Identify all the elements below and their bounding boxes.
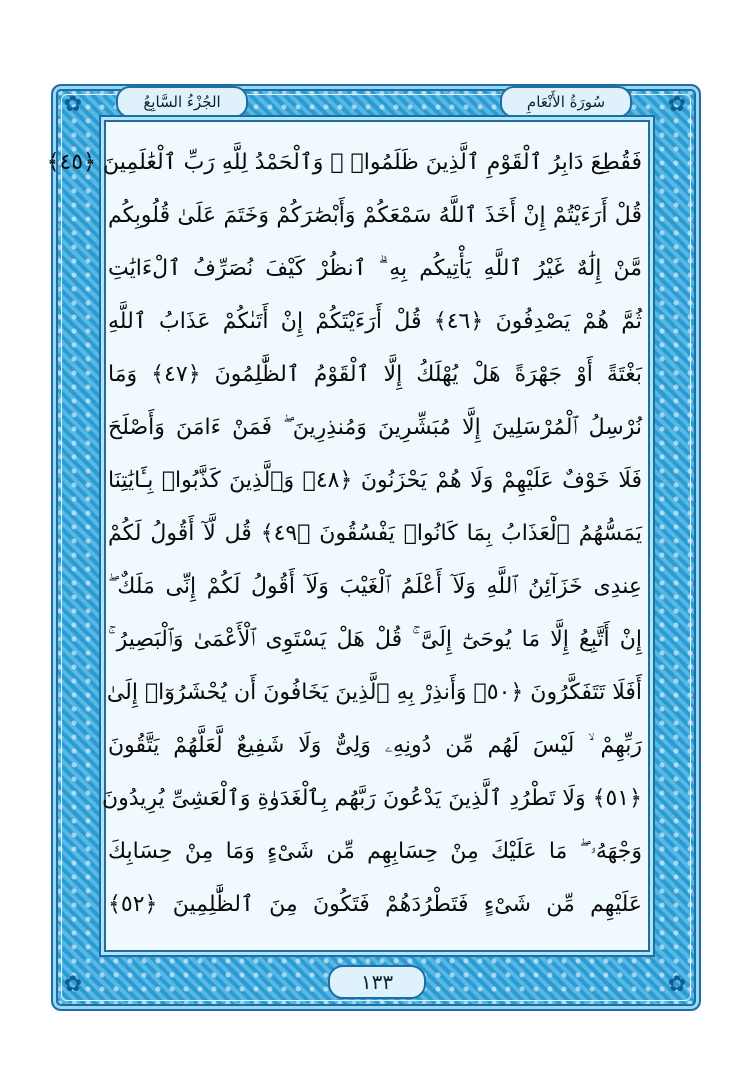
ornament-icon: ✿ bbox=[63, 972, 83, 997]
verse-line: أَفَلَا تَتَفَكَّرُونَ ﴿٥٠﴾ وَأَنذِرْ بِهِ ٱلَّذِينَ يَخَافُونَ أَن يُحْشَرُوٓا۟ إِلَىٰ bbox=[106, 680, 642, 705]
ornament-icon: ✿ bbox=[667, 972, 687, 997]
verse-line: إِنْ أَتَّبِعُ إِلَّا مَا يُوحَىٰٓ إِلَىَّ ۚ قُلْ هَلْ يَسْتَوِى ٱلْأَعْمَىٰ وَٱلْبَصِيرُ ۚ bbox=[108, 627, 642, 652]
verse-line: فَقُطِعَ دَابِرُ ٱلْقَوْمِ ٱلَّذِينَ ظَلَمُوا۟ ۚ وَٱلْحَمْدُ لِلَّهِ رَبِّ ٱلْعَٰلَمِينَ ﴿٤٥﴾ bbox=[46, 150, 642, 175]
ornament-icon: ✿ bbox=[63, 92, 83, 117]
verse-line: يَمَسُّهُمُ ٱلْعَذَابُ بِمَا كَانُوا۟ يَفْسُقُونَ ﴿٤٩﴾ قُل لَّآ أَقُولُ لَكُمْ bbox=[108, 521, 642, 546]
verse-line: عَلَيْهِم مِّن شَىْءٍ فَتَطْرُدَهُمْ فَتَكُونَ مِنَ ٱلظَّٰلِمِينَ ﴿٥٢﴾ bbox=[108, 892, 642, 917]
ornament-icon: ✿ bbox=[667, 92, 687, 117]
juz-label: الجُزْءُ السَّابِعُ bbox=[116, 86, 248, 118]
verse-line: نُرْسِلُ ٱلْمُرْسَلِينَ إِلَّا مُبَشِّرِينَ وَمُنذِرِينَ ۖ فَمَنْ ءَامَنَ وَأَصْلَحَ bbox=[108, 415, 642, 440]
verse-line: وَجْهَهُۥ ۖ مَا عَلَيْكَ مِنْ حِسَابِهِم مِّن شَىْءٍ وَمَا مِنْ حِسَابِكَ bbox=[108, 839, 642, 864]
verse-line: مَّنْ إِلَٰهٌ غَيْرُ ٱللَّهِ يَأْتِيكُم بِهِ ۗ ٱنظُرْ كَيْفَ نُصَرِّفُ ٱلْءَايَٰتِ bbox=[108, 256, 642, 281]
verse-line: فَلَا خَوْفٌ عَلَيْهِمْ وَلَا هُمْ يَحْزَنُونَ ﴿٤٨﴾ وَٱلَّذِينَ كَذَّبُوا۟ بِـَٔايَٰتِنَا bbox=[108, 468, 643, 493]
page-number: ١٣٣ bbox=[328, 965, 426, 999]
verse-line: ﴿٥١﴾ وَلَا تَطْرُدِ ٱلَّذِينَ يَدْعُونَ رَبَّهُم بِٱلْغَدَوٰةِ وَٱلْعَشِىِّ يُرِيدُونَ bbox=[101, 786, 642, 811]
verse-line: قُلْ أَرَءَيْتُمْ إِنْ أَخَذَ ٱللَّهُ سَمْعَكُمْ وَأَبْصَٰرَكُمْ وَخَتَمَ عَلَىٰ قُلُوبِكُم bbox=[108, 203, 642, 228]
verse-line: رَبِّهِمْ ۙ لَيْسَ لَهُم مِّن دُونِهِۦ وَلِىٌّ وَلَا شَفِيعٌ لَّعَلَّهُمْ يَتَّقُونَ bbox=[108, 733, 642, 758]
surah-label: سُورَةُ الأَنْعَامِ bbox=[500, 86, 632, 118]
verse-line: ثُمَّ هُمْ يَصْدِفُونَ ﴿٤٦﴾ قُلْ أَرَءَيْتَكُمْ إِنْ أَتَىٰكُمْ عَذَابُ ٱللَّهِ bbox=[108, 309, 642, 334]
verse-line: عِندِى خَزَآئِنُ ٱللَّهِ وَلَآ أَعْلَمُ ٱلْغَيْبَ وَلَآ أَقُولُ لَكُمْ إِنِّى مَلَكٌ ۖ bbox=[108, 574, 642, 599]
verse-line: بَغْتَةً أَوْ جَهْرَةً هَلْ يُهْلَكُ إِلَّا ٱلْقَوْمُ ٱلظَّٰلِمُونَ ﴿٤٧﴾ وَمَا bbox=[108, 362, 643, 387]
